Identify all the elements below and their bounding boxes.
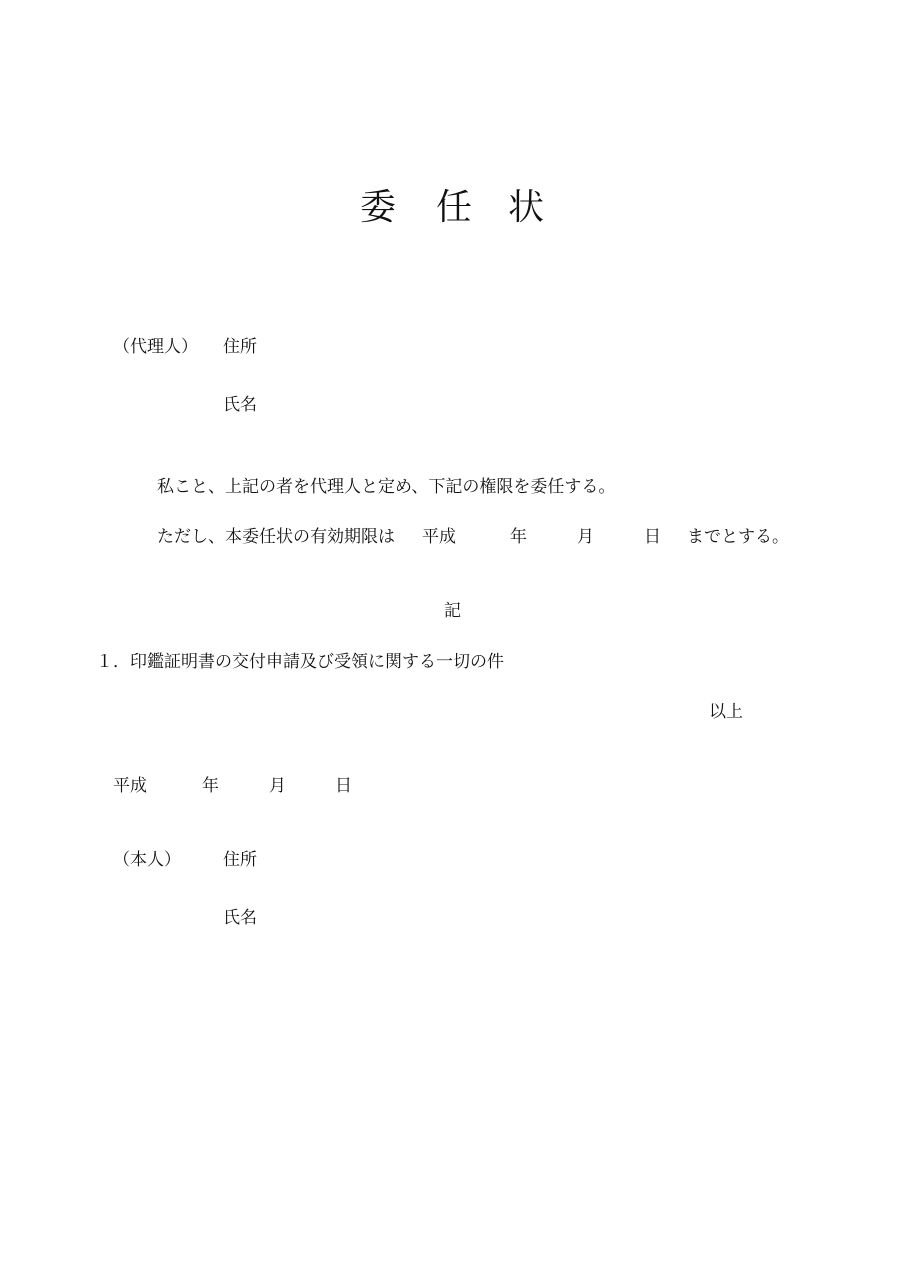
principal-address-label: 住所 [223,850,257,870]
body-line-2-suffix: までとする。 [687,527,789,547]
agent-label: （代理人） [113,337,198,357]
closing-text: 以上 [709,702,743,722]
body-line-1: 私こと、上記の者を代理人と定め、下記の権限を委任する。 [157,477,616,497]
date-month: 月 [269,776,286,796]
title-char-1: 委 [360,187,397,228]
principal-name-label: 氏名 [223,908,257,928]
date-year: 年 [202,776,219,796]
date-era: 平成 [113,776,147,796]
item-1: １．印鑑証明書の交付申請及び受領に関する一切の件 [96,652,504,672]
body-line-2-prefix: ただし、本委任状の有効期限は [157,527,395,547]
agent-address-label: 住所 [223,337,257,357]
ki-heading: 記 [444,601,461,621]
body-line-2-year: 年 [510,527,527,547]
body-line-2-era: 平成 [422,527,456,547]
date-day: 日 [335,776,352,796]
title-char-2: 任 [436,187,473,228]
agent-name-label: 氏名 [223,395,257,415]
principal-label: （本人） [113,850,181,870]
title-char-3: 状 [508,187,545,228]
body-line-2-day: 日 [644,527,661,547]
body-line-2-month: 月 [577,527,594,547]
